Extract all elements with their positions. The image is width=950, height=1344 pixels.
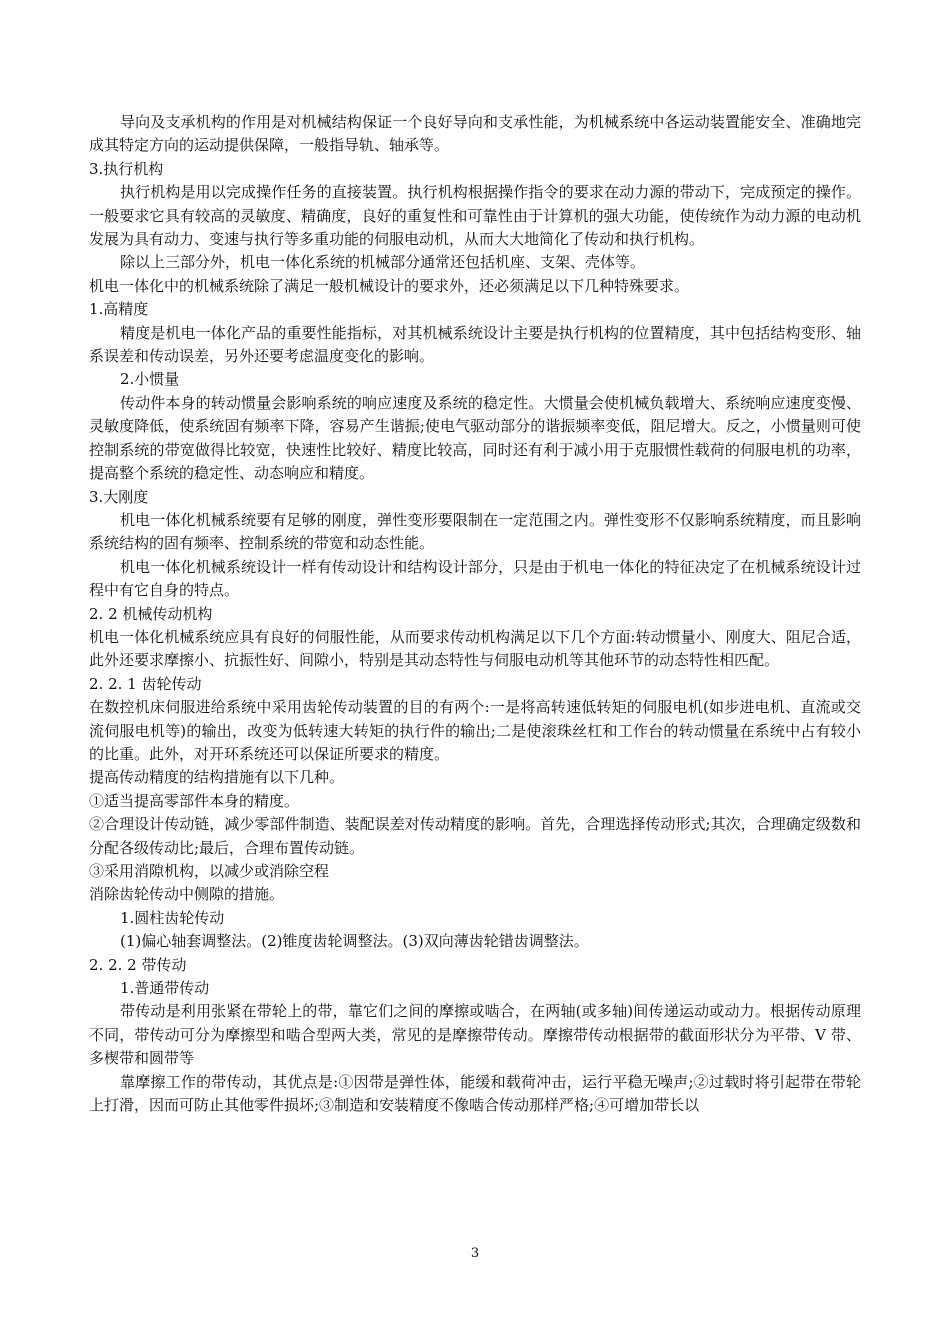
paragraph: 在数控机床伺服进给系统中采用齿轮传动装置的目的有两个:一是将高转速低转矩的伺服电机(如步进电机、直流或交流伺服电机等)的输出，改变为低转速大转矩的执行件的输出;二是使滚珠丝杠和工作台的转动惯量在系统中占有较小的比重。此外，对开环系统还可以保证所要求的精度。 [89, 698, 861, 763]
section-heading: 1.普通带传动 [120, 979, 210, 998]
section-heading: 2. 2. 2 带传动 [89, 955, 187, 974]
paragraph: 消除齿轮传动中侧隙的措施。 [89, 885, 285, 904]
paragraph: 机电一体化机械系统设计一样有传动设计和结构设计部分，只是由于机电一体化的特征决定了在机械系统设计过程中有它自身的特点。 [89, 557, 861, 600]
paragraph: 导向及支承机构的作用是对机械结构保证一个良好导向和支承性能，为机械系统中各运动装置能安全、准确地完成其特定方向的运动提供保障，一般指导轨、轴承等。 [89, 113, 861, 155]
paragraph: 机电一体化机械系统要有足够的刚度，弹性变形要限制在一定范围之内。弹性变形不仅影响系统精度，而且影响系统结构的固有频率、控制系统的带宽和动态性能。 [89, 510, 861, 553]
section-heading: 1.高精度 [89, 300, 149, 319]
paragraph: 机电一体化中的机械系统除了满足一般机械设计的要求外，还必须满足以下几种特殊要求。 [89, 276, 690, 295]
section-heading: 3.大刚度 [89, 487, 149, 506]
list-item: ②合理设计传动链，减少零部件制造、装配误差对传动精度的影响。首先，合理选择传动形式;其次，合理确定级数和分配各级传动比;最后，合理布置传动链。 [89, 815, 861, 857]
section-heading: 3.执行机构 [89, 159, 164, 178]
section-heading: 1.圆柱齿轮传动 [120, 908, 225, 927]
paragraph: 提高传动精度的结构措施有以下几种。 [89, 768, 345, 787]
section-heading: 2.小惯量 [120, 370, 180, 389]
section-heading: 2. 2 机械传动机构 [89, 604, 213, 623]
paragraph: 带传动是利用张紧在带轮上的带，靠它们之间的摩擦或啮合，在两轴(或多轴)间传递运动或动力。根据传动原理不同，带传动可分为摩擦型和啮合型两大类，常见的是摩擦带传动。摩擦带传动根据带的截面形状分为平带、V 带、多楔带和圆带等 [89, 1002, 861, 1068]
paragraph: 机电一体化机械系统应具有良好的伺服性能，从而要求传动机构满足以下几个方面:转动惯量小、刚度大、阻尼合适，此外还要求摩擦小、抗振性好、间隙小，特别是其动态特性与伺服电动机等其他环节的动态特性相匹配。 [89, 627, 861, 670]
paragraph: 精度是机电一体化产品的重要性能指标，对其机械系统设计主要是执行机构的位置精度，其中包括结构变形、轴系误差和传动误差，另外还要考虑温度变化的影响。 [89, 323, 861, 366]
list-item: ③采用消隙机构，以减少或消除空程 [89, 862, 330, 880]
list-item: ①适当提高零部件本身的精度。 [89, 791, 300, 810]
page-number: 3 [470, 1246, 480, 1261]
paragraph: (1)偏心轴套调整法。(2)锥度齿轮调整法。(3)双向薄齿轮错齿调整法。 [120, 932, 589, 951]
paragraph: 除以上三部分外，机电一体化系统的机械部分通常还包括机座、支架、壳体等。 [120, 253, 646, 272]
paragraph: 靠摩擦工作的带传动，其优点是:①因带是弹性体，能缓和载荷冲击，运行平稳无噪声;②过载时将引起带在带轮上打滑，因而可防止其他零件损坏;③制造和安装精度不像啮合传动那样严格;④可增加带长以 [89, 1072, 861, 1115]
paragraph: 执行机构是用以完成操作任务的直接装置。执行机构根据操作指令的要求在动力源的带动下，完成预定的操作。一般要求它具有较高的灵敏度、精确度，良好的重复性和可靠性由于计算机的强大功能，使传统作为动力源的电动机发展为具有动力、变速与执行等多重功能的伺服电动机，从而大大地简化了传动和执行机构。 [89, 183, 861, 249]
section-heading: 2. 2. 1 齿轮传动 [89, 674, 202, 693]
document-body [89, 111, 861, 1117]
paragraph: 传动件本身的转动惯量会影响系统的响应速度及系统的稳定性。大惯量会使机械负载增大、系统响应速度变慢、灵敏度降低，使系统固有频率下降，容易产生谐振;使电气驱动部分的谐振频率变低，阻尼增大。反之，小惯量则可使控制系统的带宽做得比较宽，快速性比较好、精度比较高，同时还有利于减小用于克服惯性载荷的伺服电机的功率，提高整个系统的稳定性、动态响应和精度。 [89, 393, 861, 483]
